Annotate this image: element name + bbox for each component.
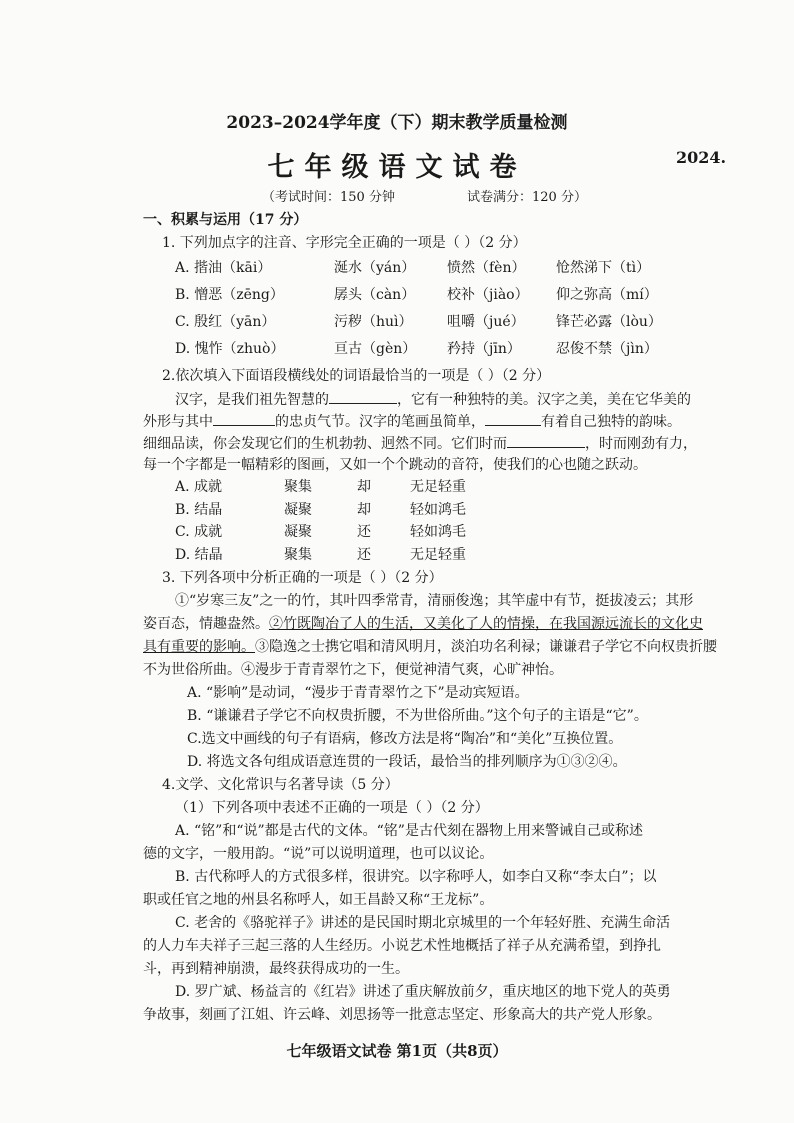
q2-text: 外形与其中 <box>143 414 213 430</box>
answer-blank <box>213 411 275 426</box>
q2-option: 聚集 <box>284 547 312 563</box>
exam-time: （考试时间：150 分钟 <box>262 190 395 205</box>
q2-option: 还 <box>357 524 371 540</box>
q3-passage-line <box>143 637 717 657</box>
q3-option: D. 将选文各句组成语意连贯的一段话，最恰当的排列顺序为①③②④。 <box>187 754 627 770</box>
q2-text: 细细品读，你会发现它们的生机勃勃、迥然不同。它们时而 <box>143 436 507 452</box>
answer-blank <box>485 411 541 426</box>
q2-option: D. 结晶 <box>175 547 223 563</box>
q1-option: D. 愧怍（zhuò） <box>175 341 285 357</box>
q3-stem: 3. 下列各项中分析正确的一项是（ ）（2 分） <box>162 570 443 586</box>
q1-option: B. 憎恶（zēng） <box>175 287 284 303</box>
answer-blank <box>507 433 585 448</box>
q4-option: A. “铭”和“说”都是古代的文体。“铭”是古代刻在器物上用来警诫自己或称述 <box>175 823 643 839</box>
q3-passage-line: 不为世俗所曲。④漫步于青青翠竹之下，便觉神清气爽，心旷神怡。 <box>143 662 563 678</box>
page-footer: 七年级语文试卷 第1页（共8页） <box>286 1042 508 1060</box>
q2-option: C. 成就 <box>175 524 223 540</box>
section-heading: 一、积累与运用（17 分） <box>143 212 308 228</box>
q2-option: 无足轻重 <box>410 547 466 563</box>
q2-passage-line <box>175 389 691 410</box>
q2-text: 的忠贞气节。汉字的笔画虽简单， <box>275 414 485 430</box>
q3-option: B. “谦谦君子学它不向权贵折腰，不为世俗所曲。”这个句子的主语是“它”。 <box>187 708 648 724</box>
q1-option: 咀嚼（jué） <box>447 314 525 330</box>
q4-option: D. 罗广斌、杨益言的《红岩》讲述了重庆解放前夕，重庆地区的地下党人的英勇 <box>175 984 671 1000</box>
q3-passage-line <box>143 614 703 634</box>
q2-text: ，它有一种独特的美。汉字之美，美在它华美的 <box>397 392 691 408</box>
q2-option: 轻如鸿毛 <box>410 502 466 518</box>
q1-option: 仰之弥高（mí） <box>556 287 658 303</box>
q2-option: 凝聚 <box>284 502 312 518</box>
q3-option: C.选文中画线的句子有语病，修改方法是将“陶冶”和“美化”互换位置。 <box>187 731 623 747</box>
q4-option: C. 老舍的《骆驼祥子》讲述的是民国时期北京城里的一个年轻好胜、充满生命活 <box>175 915 671 931</box>
exam-date: 2024. <box>676 148 727 167</box>
q3-text: ③隐逸之士携它唱和清风明月，淡泊功名利禄；谦谦君子学它不向权贵折腰 <box>255 639 717 655</box>
q4-option: 争故事，刻画了江姐、许云峰、刘思扬等一批意志坚定、形象高大的共产党人形象。 <box>143 1007 661 1023</box>
q2-passage-line <box>143 411 681 432</box>
exam-score: 试卷满分：120 分） <box>467 190 587 205</box>
q3-option: A. “影响”是动词，“漫步于青青翠竹之下”是动宾短语。 <box>187 685 529 701</box>
q2-option: 无足轻重 <box>410 479 466 495</box>
q1-option: 涎水（yán） <box>334 260 416 276</box>
q2-option: 还 <box>357 547 371 563</box>
q1-option: 怆然涕下（tì） <box>556 260 651 276</box>
q3-underlined-text: 具有重要的影响。 <box>143 639 255 655</box>
q2-text: 有着自己独特的韵味。 <box>541 414 681 430</box>
q3-passage-line: ①“岁寒三友”之一的竹，其叶四季常青，清丽俊逸；其竿虚中有节，挺拔凌云；其形 <box>175 593 694 609</box>
q4-option: 的人力车夫祥子三起三落的人生经历。小说艺术性地概括了祥子从充满希望，到挣扎 <box>143 938 661 954</box>
q1-option: A. 揩油（kāi） <box>175 260 272 276</box>
q2-stem: 2.依次填入下面语段横线处的词语最恰当的一项是（ ）（2 分） <box>162 368 551 384</box>
q3-text: 姿百态，情趣盎然。 <box>143 616 269 632</box>
q1-option: 忍俊不禁（jìn） <box>556 341 658 357</box>
q1-option: 亘古（gèn） <box>334 341 417 357</box>
q4-stem: 4.文学、文化常识与名著导读（5 分） <box>162 777 399 793</box>
q4-sub-stem: （1）下列各项中表述不正确的一项是（ ）（2 分） <box>175 800 489 816</box>
q2-option: 凝聚 <box>284 524 312 540</box>
q1-option: C. 殷红（yān） <box>175 314 276 330</box>
q1-option: 校补（jiào） <box>447 287 529 303</box>
q4-option: B. 古代称呼人的方式很多样，很讲究。以字称呼人，如李白又称“李太白”；以 <box>175 869 657 885</box>
q2-option: B. 结晶 <box>175 502 223 518</box>
q1-option: 污秽（huì） <box>334 314 413 330</box>
q2-option: 却 <box>357 502 371 518</box>
q2-option: 聚集 <box>284 479 312 495</box>
q2-passage-line: 每一个字都是一幅精彩的图画，又如一个个跳动的音符，使我们的心也随之跃动。 <box>143 457 647 473</box>
exam-header: 2023–2024学年度（下）期末教学质量检测 <box>226 113 568 133</box>
q2-option: A. 成就 <box>175 479 223 495</box>
answer-blank <box>329 389 397 404</box>
page-title: 七年级语文试卷 <box>267 152 527 183</box>
q2-text: 汉字，是我们祖先智慧的 <box>175 392 329 408</box>
q2-text: ，时而刚劲有力， <box>585 436 697 452</box>
q4-option: 斗，再到精神崩溃，最终获得成功的一生。 <box>143 961 409 977</box>
q4-option: 德的文字，一般用韵。“说”可以说明道理，也可以议论。 <box>143 846 494 862</box>
q2-passage-line <box>143 433 697 454</box>
q1-option: 锋芒必露（lòu） <box>556 314 662 330</box>
q1-option: 愤然（fèn） <box>447 260 526 276</box>
q1-option: 孱头（càn） <box>334 287 416 303</box>
q4-option: 职或任官之地的州县名称呼人，如王昌龄又称“王龙标”。 <box>143 892 494 908</box>
q2-option: 轻如鸿毛 <box>410 524 466 540</box>
q1-option: 矜持（jīn） <box>447 341 521 357</box>
q3-underlined-text: ②竹既陶冶了人的生活，又美化了人的情操，在我国源远流长的文化史 <box>269 616 703 632</box>
q2-option: 却 <box>357 479 371 495</box>
q1-stem: 1. 下列加点字的注音、字形完全正确的一项是（ ）（2 分） <box>162 235 527 251</box>
